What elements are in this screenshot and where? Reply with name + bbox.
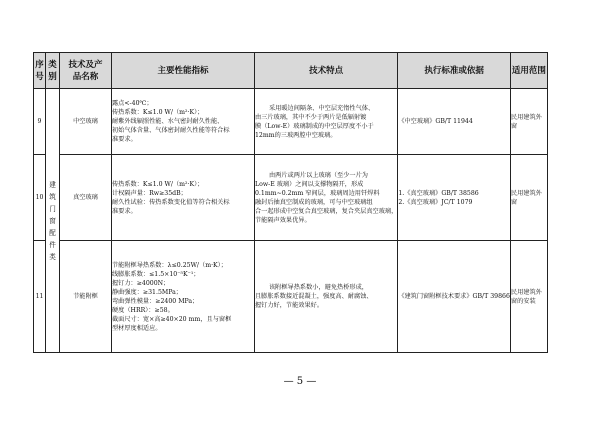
performance-line: 弯曲弹性模量：≥2400 MPa；	[112, 297, 199, 305]
features-line: 节能隔声效果优异。	[255, 216, 311, 224]
row-scope	[510, 155, 547, 241]
table-row	[34, 89, 548, 155]
table-row	[34, 155, 548, 241]
row-features	[255, 155, 398, 241]
header-product-line2: 品名称	[72, 71, 99, 82]
standards-line: 《建筑门窗附框技术要求》GB/T 39866	[398, 293, 510, 300]
row-features	[255, 241, 398, 353]
features-line: 12mm的三玻两腔中空玻璃。	[255, 131, 337, 139]
performance-line: 耐紫外线辐照性能、水气密封耐久性能、	[112, 118, 224, 125]
category-char: 建	[49, 180, 56, 189]
header-category	[46, 53, 60, 89]
header-row	[34, 53, 548, 89]
header-product	[60, 53, 112, 89]
standards-line: 2.《真空玻璃》JC/T 1079	[398, 198, 473, 206]
header-product-line1: 技术及产	[68, 59, 103, 70]
features-line: 且膨胀系数接近混凝土，强度高、耐腐蚀、	[255, 293, 373, 300]
header-performance: 主要性能指标	[112, 53, 255, 89]
features-line: 由两片或两片以上玻璃（至少一片为	[269, 171, 368, 179]
features-line: 采用暖边间隔条、中空层充惰性气体、	[269, 104, 375, 112]
scope-line: 民用建筑外	[510, 113, 542, 121]
performance-line: 握钉力：≥4000N；	[112, 279, 170, 287]
row-standards	[398, 155, 511, 241]
header-category-line2: 别	[48, 71, 57, 82]
header-category-line1: 类	[48, 59, 57, 70]
performance-line: 准要求。	[112, 136, 137, 143]
row-product: 节能附框	[60, 241, 112, 353]
row-standards	[398, 241, 511, 353]
category-char: 筑	[49, 192, 56, 201]
row-seq: 10	[34, 155, 46, 241]
header-standards: 执行标准或依据	[398, 53, 511, 89]
header-seq-line2: 号	[35, 71, 44, 82]
table-row	[34, 241, 548, 353]
standards-line: 1.《真空玻璃》GB/T 38586	[398, 189, 479, 197]
row-product: 真空玻璃	[60, 155, 112, 241]
header-scope: 适用范围	[510, 53, 547, 89]
scope-line: 窗	[510, 122, 518, 130]
category-cell	[46, 89, 60, 353]
row-scope	[510, 89, 547, 155]
category-char: 类	[49, 252, 56, 261]
performance-line: 准要求。	[112, 207, 137, 215]
features-line: 膜（Low-E）玻璃制成的中空层厚度不小于	[255, 122, 374, 130]
header-features: 技术特点	[255, 53, 398, 89]
page-number: — 5 —	[283, 376, 317, 387]
performance-line: 计权隔声量：Rw≥35dB；	[112, 189, 187, 197]
features-line: 握钉力好，节能效果好。	[255, 302, 324, 309]
scope-line: 民用建筑外	[510, 189, 542, 197]
header-seq-line1: 序	[35, 59, 44, 70]
performance-line: 硬度（HRR）：≥58。	[112, 306, 174, 314]
performance-line: 截面尺寸：宽×高≥40×20 mm，且与窗框	[112, 315, 232, 323]
standards-line: 《中空玻璃》GB/T 11944	[398, 118, 473, 125]
performance-line: 静曲强度：≥31.5MPa；	[112, 288, 182, 296]
category-char: 配	[49, 228, 56, 237]
performance-line: 初始气体含量、气体密封耐久性能等符合标	[112, 127, 230, 134]
performance-line: 传热系数：K≤1.0 W/（m²·K）；	[112, 180, 204, 188]
scope-line: 窗	[510, 198, 518, 206]
row-seq: 11	[34, 241, 46, 353]
row-standards	[398, 89, 511, 155]
performance-line: 型材厚度相适应。	[112, 324, 162, 332]
performance-line: 耐久性试验：传热系数变化值等符合相关标	[112, 198, 230, 206]
features-line: 由三片玻璃，其中不少于两片是低辐射镀	[255, 113, 367, 121]
category-char: 件	[49, 240, 56, 249]
category-char: 窗	[49, 216, 56, 225]
row-scope	[510, 241, 547, 353]
specification-table	[33, 52, 548, 353]
row-performance	[112, 155, 255, 241]
features-line: 合一起形成中空复合真空玻璃，复合夹层真空玻璃，	[255, 207, 398, 215]
features-line: 该附框导热系数小，避免热桥形成，	[269, 284, 368, 291]
performance-line: 传热系数：K≤1.0 W/（m²·K）；	[112, 109, 204, 116]
performance-line: 节能附框导热系数：λ≤0.25W/（m·K）；	[112, 261, 227, 269]
scope-line: 民用建筑外	[510, 288, 542, 296]
row-performance	[112, 241, 255, 353]
scope-line: 窗的安装	[510, 297, 536, 305]
features-line: 融封后抽真空制成的玻璃，可与中空玻璃组	[255, 198, 373, 206]
features-line: Low-E 玻璃）之间以支撑物隔开，形成	[255, 180, 364, 188]
performance-line: 露点<-40℃；	[112, 100, 153, 107]
features-line: 0.1mm~0.2mm 窄间层，玻璃周边用钎焊料	[255, 189, 380, 197]
row-performance	[112, 89, 255, 155]
row-seq: 9	[34, 89, 46, 155]
row-features	[255, 89, 398, 155]
performance-line: 线膨胀系数：≤1.5×10⁻⁵K⁻¹；	[112, 270, 200, 278]
header-seq	[34, 53, 46, 89]
category-char: 门	[49, 204, 56, 213]
row-product: 中空玻璃	[60, 89, 112, 155]
